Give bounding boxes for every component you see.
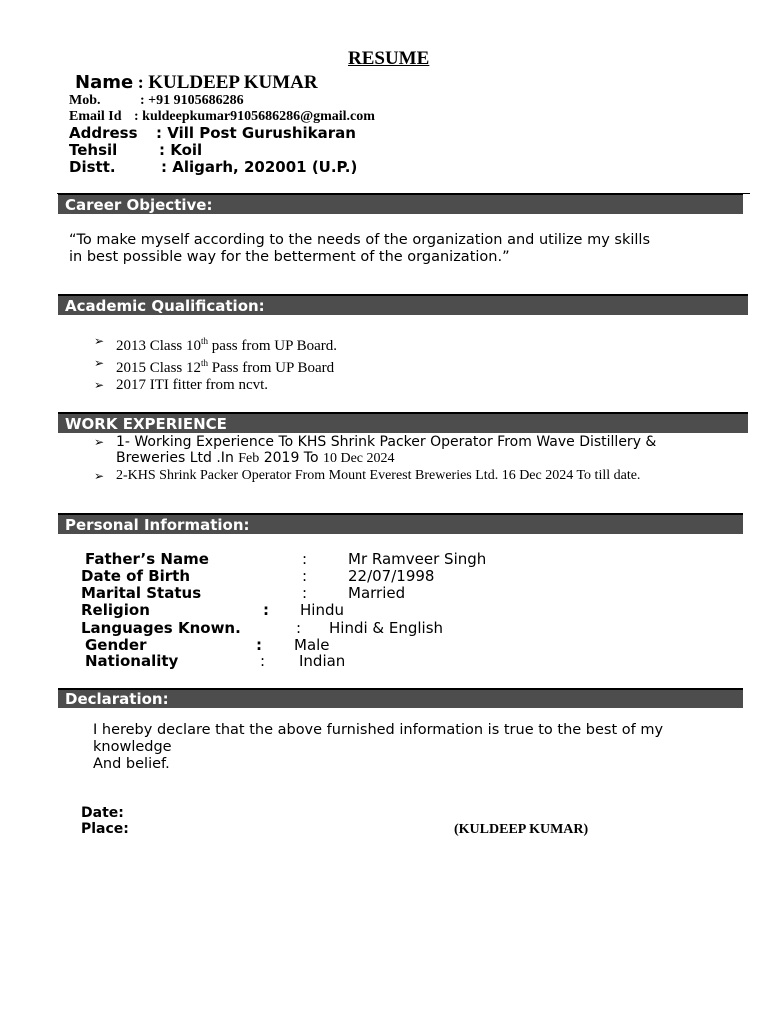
tehsil-value: : Koil <box>159 141 203 159</box>
name-row: Name : KULDEEP KUMAR <box>75 72 318 93</box>
languages-colon: : <box>296 619 302 637</box>
work-item: ➢ 1- Working Experience To KHS Shrink Packer Operator From Wave Distillery & Breweries Ltd .In Feb 2019 To 10 Dec 2024 <box>94 434 656 467</box>
religion-value: Hindu <box>300 601 344 619</box>
marital-value: Married <box>348 584 406 602</box>
section-declaration: Declaration: <box>58 688 743 708</box>
nationality-label: Nationality <box>85 652 179 670</box>
section-work-experience: WORK EXPERIENCE <box>58 412 748 433</box>
declaration-line-2: knowledge <box>93 739 172 755</box>
name-label: Name <box>75 72 134 93</box>
gender-colon: : <box>256 636 262 654</box>
distt-label: Distt. <box>69 158 116 176</box>
email-label: Email Id <box>69 109 122 124</box>
name-value: KULDEEP KUMAR <box>148 72 318 93</box>
academic-list <box>94 333 337 394</box>
marital-colon: : <box>302 584 308 602</box>
resume-title: RESUME <box>348 48 430 69</box>
mobile-value: : +91 9105686286 <box>140 93 244 108</box>
gender-value: Male <box>294 636 330 654</box>
tehsil-label: Tehsil <box>69 141 118 159</box>
dob-value: 22/07/1998 <box>348 567 435 585</box>
place-label: Place: <box>81 821 129 837</box>
religion-label: Religion <box>81 601 150 619</box>
marital-label: Marital Status <box>81 584 202 602</box>
academic-item: ➢ 2013 Class 10th pass from UP Board. <box>94 333 337 355</box>
section-academic: Academic Qualification: <box>58 294 748 315</box>
section-personal-info: Personal Information: <box>58 513 743 534</box>
declaration-line-3: And belief. <box>93 756 170 772</box>
declaration-line-1: I hereby declare that the above furnished information is true to the best of my <box>93 722 664 738</box>
academic-item: ➢ 2017 ITI fitter from ncvt. <box>94 377 337 394</box>
mobile-label: Mob. <box>69 93 101 108</box>
dob-label: Date of Birth <box>81 567 191 585</box>
date-label: Date: <box>81 805 124 821</box>
gender-label: Gender <box>85 636 147 654</box>
nationality-value: Indian <box>299 652 346 670</box>
work-item: ➢ 2-KHS Shrink Packer Operator From Mount Everest Breweries Ltd. 16 Dec 2024 To till date. <box>94 468 656 484</box>
work-list <box>94 434 656 484</box>
dob-colon: : <box>302 567 308 585</box>
distt-value: : Aligarh, 202001 (U.P.) <box>161 158 358 176</box>
email-value: : kuldeepkumar9105686286@gmail.com <box>134 109 375 124</box>
signature-name: (KULDEEP KUMAR) <box>454 822 589 837</box>
section-career-objective: Career Objective: <box>58 193 743 214</box>
religion-colon: : <box>263 601 269 619</box>
father-colon: : <box>302 550 308 568</box>
father-label: Father’s Name <box>85 550 209 568</box>
languages-label: Languages Known. <box>81 619 241 637</box>
career-line-1: “To make myself according to the needs of the organization and utilize my skills <box>69 232 650 248</box>
address-label: Address <box>69 124 138 142</box>
career-line-2: in best possible way for the betterment of the organization.” <box>69 249 510 265</box>
languages-value: Hindi & English <box>329 619 444 637</box>
address-value: : Vill Post Gurushikaran <box>156 124 356 142</box>
nationality-colon: : <box>260 652 266 670</box>
academic-item: ➢ 2015 Class 12th Pass from UP Board <box>94 355 337 377</box>
father-value: Mr Ramveer Singh <box>348 550 487 568</box>
